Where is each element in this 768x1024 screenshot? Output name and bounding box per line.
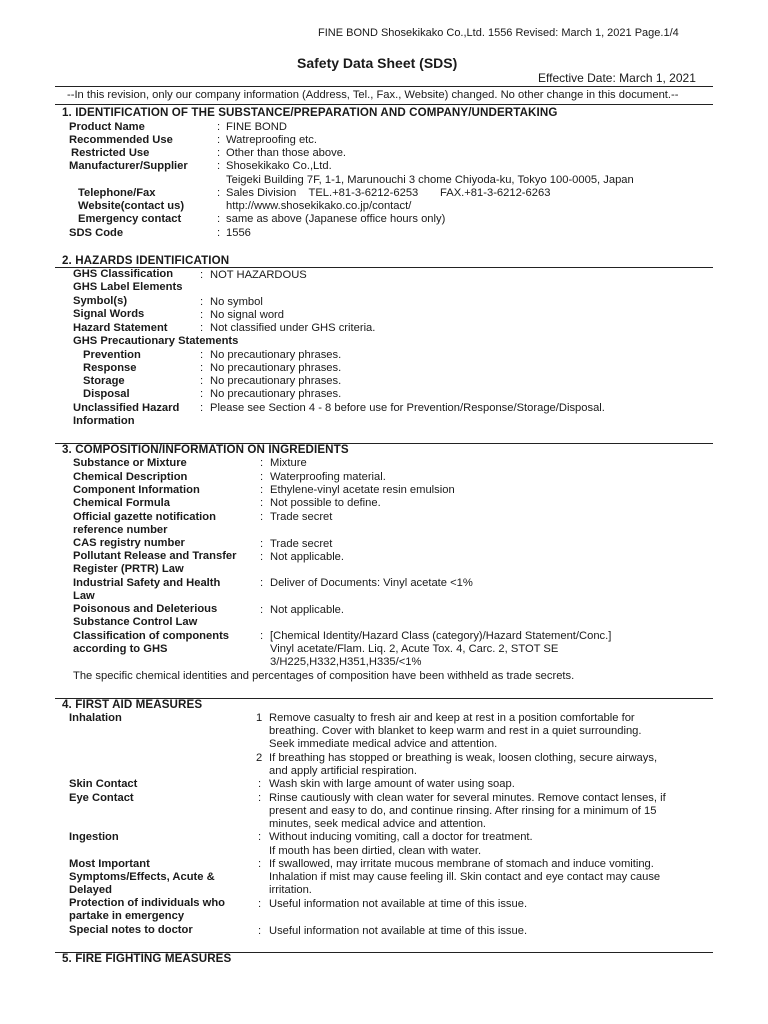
- signal-words-label: Signal Words: [73, 308, 145, 320]
- colon: :: [260, 457, 264, 469]
- ghs-components-value-3: 3/H225,H332,H351,H335/<1%: [270, 656, 422, 668]
- chemical-description-label: Chemical Description: [73, 471, 188, 483]
- colon: :: [258, 778, 262, 790]
- colon: :: [200, 402, 204, 414]
- ghs-components-label: Classification of components: [73, 630, 230, 642]
- colon: :: [260, 484, 264, 496]
- telephone-fax-label: Telephone/Fax: [78, 187, 156, 199]
- poisonous-label-2: Substance Control Law: [73, 616, 198, 628]
- storage-label: Storage: [83, 375, 125, 387]
- header-rule: [55, 86, 713, 87]
- colon: :: [217, 121, 221, 133]
- colon: :: [260, 511, 264, 523]
- colon: :: [260, 604, 264, 616]
- restricted-use-value: Other than those above.: [226, 147, 347, 159]
- document-title: Safety Data Sheet (SDS): [297, 55, 458, 71]
- section-2-heading: 2. HAZARDS IDENTIFICATION: [62, 254, 230, 267]
- colon: :: [260, 551, 264, 563]
- colon: :: [200, 309, 204, 321]
- hazard-statement-label: Hazard Statement: [73, 322, 168, 334]
- component-information-label: Component Information: [73, 484, 200, 496]
- effective-date: Effective Date: March 1, 2021: [538, 71, 696, 85]
- colon: :: [200, 375, 204, 387]
- eye-contact-line-1: Rinse cautiously with clean water for several minutes. Remove contact lenses, if: [269, 792, 666, 804]
- protection-value: Useful information not available at time of this issue.: [269, 898, 528, 910]
- emergency-contact-label: Emergency contact: [78, 213, 182, 225]
- colon: :: [217, 227, 221, 239]
- symptoms-line-3: irritation.: [269, 884, 312, 896]
- substance-mixture-value: Mixture: [270, 457, 307, 469]
- colon: :: [200, 296, 204, 308]
- colon: :: [258, 925, 262, 937]
- skin-contact-label: Skin Contact: [69, 778, 138, 790]
- symbol-label: Symbol(s): [73, 295, 128, 307]
- section-4-heading: 4. FIRST AID MEASURES: [62, 698, 203, 711]
- symptoms-line-2: Inhalation if mist may cause feeling ill. Skin contact and eye contact may cause: [269, 871, 661, 883]
- inhalation-label: Inhalation: [69, 712, 122, 724]
- recommended-use-label: Recommended Use: [69, 134, 173, 146]
- ghs-components-label-2: according to GHS: [73, 643, 168, 655]
- ghs-components-value-2: Vinyl acetate/Flam. Liq. 2, Acute Tox. 4, Carc. 2, STOT SE: [270, 643, 559, 655]
- signal-words-value: No signal word: [210, 309, 284, 321]
- prevention-value: No precautionary phrases.: [210, 349, 342, 361]
- colon: :: [260, 630, 264, 642]
- colon: :: [258, 831, 262, 843]
- colon: :: [258, 858, 262, 870]
- product-name-label: Product Name: [69, 121, 145, 133]
- inhalation-step-2-line-1: If breathing has stopped or breathing is weak, loosen clothing, secure airways,: [269, 752, 658, 764]
- colon: :: [260, 538, 264, 550]
- inhalation-step-1-line-3: Seek immediate medical advice and attention.: [269, 738, 498, 750]
- colon: :: [258, 792, 262, 804]
- colon: :: [217, 147, 221, 159]
- gazette-label-2: reference number: [73, 524, 168, 536]
- section-3-rule: [55, 443, 713, 444]
- section-1-heading: 1. IDENTIFICATION OF THE SUBSTANCE/PREPARATION AND COMPANY/UNDERTAKING: [62, 106, 558, 119]
- emergency-contact-value: same as above (Japanese office hours only): [226, 213, 446, 225]
- prtr-label-2: Register (PRTR) Law: [73, 563, 184, 575]
- sds-code-label: SDS Code: [69, 227, 124, 239]
- symptoms-label-1: Most Important: [69, 858, 150, 870]
- colon: :: [260, 497, 264, 509]
- ingestion-line-1: Without inducing vomiting, call a doctor for treatment.: [269, 831, 533, 843]
- gazette-label: Official gazette notification: [73, 511, 216, 523]
- colon: :: [200, 362, 204, 374]
- poisonous-label: Poisonous and Deleterious: [73, 603, 218, 615]
- colon: :: [217, 160, 221, 172]
- ghs-components-value: [Chemical Identity/Hazard Class (category)/Hazard Statement/Conc.]: [270, 630, 612, 642]
- sds-code-value: 1556: [226, 227, 251, 239]
- chemical-description-value: Waterproofing material.: [270, 471, 386, 483]
- unclassified-hazard-label: Unclassified Hazard: [73, 402, 180, 414]
- prtr-label: Pollutant Release and Transfer: [73, 550, 237, 562]
- trade-secret-note: The specific chemical identities and percentages of composition have been withheld as trade secrets.: [73, 670, 575, 682]
- eye-contact-label: Eye Contact: [69, 792, 134, 804]
- ghs-label-elements: GHS Label Elements: [73, 281, 183, 293]
- ghs-classification-value: NOT HAZARDOUS: [210, 269, 307, 281]
- eye-contact-line-3: minutes, seek medical advice and attention.: [269, 818, 487, 830]
- colon: :: [260, 577, 264, 589]
- recommended-use-value: Watreproofing etc.: [226, 134, 317, 146]
- unclassified-hazard-label-2: Information: [73, 415, 135, 427]
- cas-number-value: Trade secret: [270, 538, 333, 550]
- section-5-rule: [55, 952, 713, 953]
- storage-value: No precautionary phrases.: [210, 375, 342, 387]
- product-name-value: FINE BOND: [226, 121, 287, 133]
- manufacturer-address: Teigeki Building 7F, 1-1, Marunouchi 3 chome Chiyoda-ku, Tokyo 100-0005, Japan: [226, 174, 634, 186]
- colon: :: [200, 349, 204, 361]
- inhalation-step-2-number: 2: [256, 752, 263, 764]
- special-notes-value: Useful information not available at time of this issue.: [269, 925, 528, 937]
- inhalation-step-1-line-2: breathing. Cover with blanket to keep warm and rest in a quiet surrounding.: [269, 725, 642, 737]
- symptoms-line-1: If swallowed, may irritate mucous membrane of stomach and induce vomiting.: [269, 858, 654, 870]
- colon: :: [258, 898, 262, 910]
- colon: :: [217, 187, 221, 199]
- inhalation-step-1-number: 1: [256, 712, 263, 724]
- section-4-rule: [55, 698, 713, 699]
- section-1-rule: [55, 104, 713, 105]
- colon: :: [217, 134, 221, 146]
- website-link[interactable]: http://www.shosekikako.co.jp/contact/: [226, 200, 412, 212]
- chemical-formula-label: Chemical Formula: [73, 497, 170, 509]
- unclassified-hazard-value: Please see Section 4 - 8 before use for Prevention/Response/Storage/Disposal.: [210, 402, 605, 414]
- prtr-value: Not applicable.: [270, 551, 345, 563]
- cas-number-label: CAS registry number: [73, 537, 185, 549]
- colon: :: [200, 269, 204, 281]
- substance-mixture-label: Substance or Mixture: [73, 457, 187, 469]
- symptoms-label-2: Symptoms/Effects, Acute &: [69, 871, 215, 883]
- protection-label-2: partake in emergency: [69, 910, 185, 922]
- section-5-heading: 5. FIRE FIGHTING MEASURES: [62, 952, 232, 965]
- ingestion-label: Ingestion: [69, 831, 119, 843]
- gazette-value: Trade secret: [270, 511, 333, 523]
- skin-contact-value: Wash skin with large amount of water using soap.: [269, 778, 515, 790]
- industrial-safety-label: Industrial Safety and Health: [73, 577, 221, 589]
- poisonous-value: Not applicable.: [270, 604, 345, 616]
- manufacturer-label: Manufacturer/Supplier: [69, 160, 188, 172]
- manufacturer-value: Shosekikako Co.,Ltd.: [226, 160, 332, 172]
- response-label: Response: [83, 362, 137, 374]
- telephone-fax-value: Sales Division TEL.+81-3-6212-6253 FAX.+81-3-6212-6263: [226, 187, 551, 199]
- special-notes-label: Special notes to doctor: [69, 924, 193, 936]
- symptoms-label-3: Delayed: [69, 884, 112, 896]
- colon: :: [217, 213, 221, 225]
- disposal-value: No precautionary phrases.: [210, 388, 342, 400]
- ingestion-line-2: If mouth has been dirtied, clean with water.: [269, 845, 482, 857]
- inhalation-step-2-line-2: and apply artificial respiration.: [269, 765, 417, 777]
- response-value: No precautionary phrases.: [210, 362, 342, 374]
- protection-label-1: Protection of individuals who: [69, 897, 226, 909]
- website-label: Website(contact us): [78, 200, 185, 212]
- eye-contact-line-2: present and easy to do, and continue rinsing. After rinsing for a minimum of 15: [269, 805, 657, 817]
- industrial-safety-label-2: Law: [73, 590, 95, 602]
- revision-notice: --In this revision, only our company information (Address, Tel., Fax., Website) changed. No other change in this document.--: [67, 89, 679, 101]
- disposal-label: Disposal: [83, 388, 130, 400]
- prevention-label: Prevention: [83, 349, 141, 361]
- colon: :: [200, 322, 204, 334]
- inhalation-step-1-line-1: Remove casualty to fresh air and keep at rest in a position comfortable for: [269, 712, 635, 724]
- running-header: FINE BOND Shosekikako Co.,Ltd. 1556 Revised: March 1, 2021 Page.1/4: [318, 27, 679, 39]
- ghs-classification-label: GHS Classification: [73, 268, 174, 280]
- chemical-formula-value: Not possible to define.: [270, 497, 381, 509]
- hazard-statement-value: Not classified under GHS criteria.: [210, 322, 376, 334]
- symbol-value: No symbol: [210, 296, 263, 308]
- component-information-value: Ethylene-vinyl acetate resin emulsion: [270, 484, 455, 496]
- section-3-heading: 3. COMPOSITION/INFORMATION ON INGREDIENTS: [62, 443, 349, 456]
- colon: :: [200, 388, 204, 400]
- restricted-use-label: Restricted Use: [71, 147, 150, 159]
- precautionary-statements-label: GHS Precautionary Statements: [73, 335, 239, 347]
- industrial-safety-value: Deliver of Documents: Vinyl acetate <1%: [270, 577, 473, 589]
- colon: :: [260, 471, 264, 483]
